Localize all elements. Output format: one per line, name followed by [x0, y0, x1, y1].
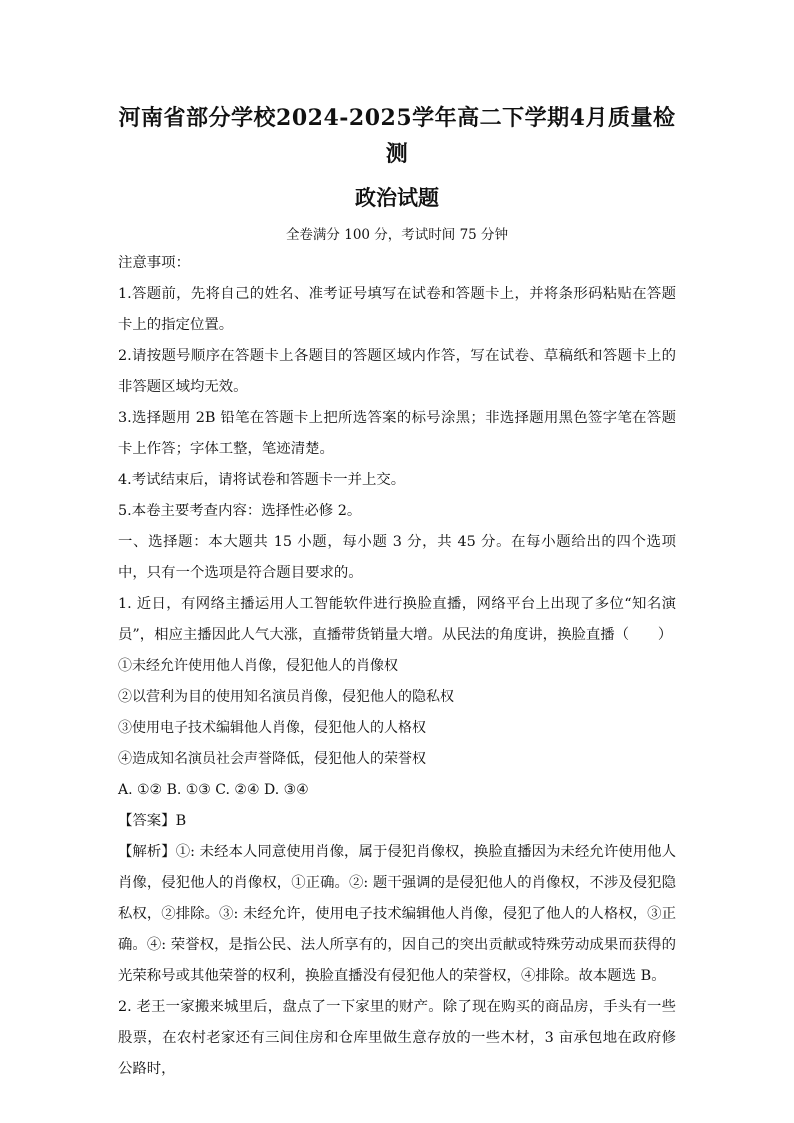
- notice-item: 3.选择题用 2B 铅笔在答题卡上把所选答案的标号涂黑；非选择题用黑色签字笔在答题卡上作答；字体工整，笔迹清楚。: [118, 410, 676, 457]
- question-1-choices: A. ①② B. ①③ C. ②④ D. ③④: [118, 782, 309, 798]
- question-1-answer: 【答案】B: [118, 813, 187, 829]
- question-1-stem: 1. 近日，有网络主播运用人工智能软件进行换脸直播，网络平台上出现了多位“知名演员”，相应主播因此人气大涨，直播带货销量大增。从民法的角度讲，换脸直播（ ）: [118, 596, 676, 643]
- notice-item: 5.本卷主要考查内容：选择性必修 2。: [118, 503, 362, 519]
- exam-meta: 全卷满分 100 分，考试时间 75 分钟: [285, 227, 509, 243]
- section-heading: 一、选择题：本大题共 15 小题，每小题 3 分，共 45 分。在每小题给出的四个选项中，只有一个选项是符合题目要求的。: [118, 534, 676, 581]
- notice-heading: 注意事项：: [118, 255, 190, 271]
- notice-item: 2.请按题号顺序在答题卡上各题目的答题区域内作答，写在试卷、草稿纸和答题卡上的非答题区域均无效。: [118, 348, 676, 395]
- question-1-option: ①未经允许使用他人肖像，侵犯他人的肖像权: [118, 658, 398, 674]
- notice-item: 1.答题前，先将自己的姓名、准考证号填写在试卷和答题卡上，并将条形码粘贴在答题卡上的指定位置。: [118, 286, 676, 333]
- exam-subject-title: 政治试题: [355, 185, 439, 210]
- exam-title: 河南省部分学校2024-2025学年高二下学期4月质量检测: [118, 105, 676, 167]
- question-1-option: ②以营利为目的使用知名演员肖像，侵犯他人的隐私权: [118, 689, 454, 705]
- question-1-option: ③使用电子技术编辑他人肖像，侵犯他人的人格权: [118, 720, 426, 736]
- question-1-option: ④造成知名演员社会声誉降低，侵犯他人的荣誉权: [118, 751, 426, 767]
- question-2-stem: 2. 老王一家搬来城里后，盘点了一下家里的财产。除了现在购买的商品房，手头有一些股票，在农村老家还有三间住房和仓库里做生意存放的一些木材，3 亩承包地在政府修公路时，: [118, 999, 676, 1077]
- notice-item: 4.考试结束后，请将试卷和答题卡一并上交。: [118, 472, 406, 488]
- question-1-analysis: 【解析】①: 未经本人同意使用肖像，属于侵犯肖像权，换脸直播因为未经允许使用他人肖像，侵犯他人的肖像权，①正确。②: 题干强调的是侵犯他人的肖像权，不涉及侵犯隐私权，②排除。③: 未经允许，使用电子技术编辑他人肖像，侵犯了他人的人格权，③正确。④: 荣誉权，是指公民、法人所享有的，因自己的突出贡献或特殊劳动成果而获得的光荣称号或其他荣誉的权利，换脸直播没有侵犯他人的荣誉权，④排除。故本题选 B。: [118, 844, 676, 984]
